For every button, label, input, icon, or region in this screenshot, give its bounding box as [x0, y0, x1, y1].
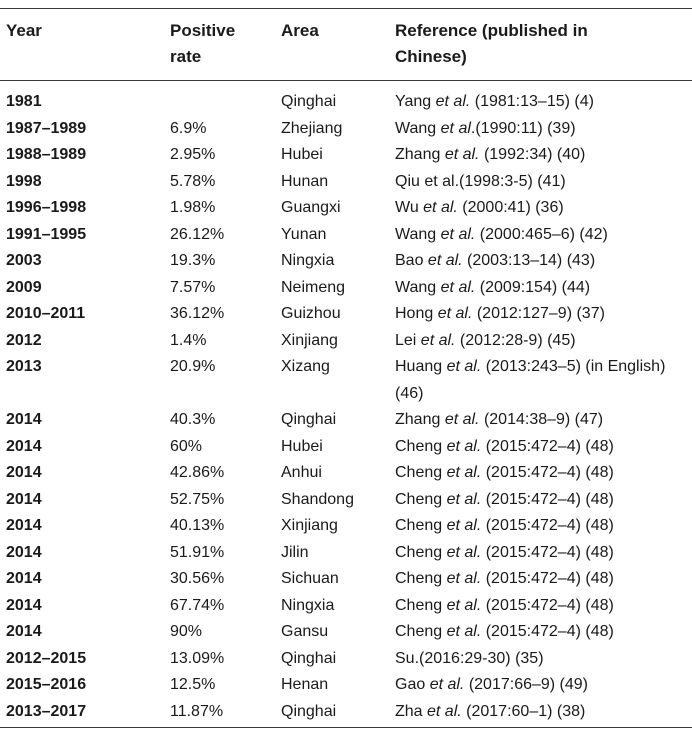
- reference-citation: (2015:472–4) (48): [481, 543, 614, 561]
- cell-area: Guangxi: [281, 199, 341, 216]
- cell-year: 2012: [6, 331, 42, 349]
- cell-year: 2012–2015: [6, 649, 87, 667]
- reference-author: Wang: [395, 225, 441, 243]
- reference-citation: (2015:472–4) (48): [481, 490, 614, 508]
- reference-et-al: et al.: [427, 702, 462, 720]
- table-row: [0, 142, 692, 169]
- reference-author: Cheng: [395, 623, 447, 640]
- cell-area: Hubei: [281, 437, 323, 455]
- reference-et-al: et al.: [446, 596, 482, 614]
- reference-author: Qiu et al.(1998:3-5) (41): [395, 172, 566, 190]
- table-row: [0, 593, 692, 620]
- cell-reference: [395, 354, 687, 407]
- cell-reference: [395, 593, 687, 620]
- reference-et-al: et al: [440, 119, 471, 137]
- cell-year: 2013: [6, 358, 42, 375]
- table-body: [0, 89, 692, 725]
- cell-reference: [395, 540, 687, 567]
- cell-positive-rate: 67.74%: [170, 596, 225, 614]
- cell-year: 2010–2011: [6, 305, 86, 322]
- cell-area: Zhejiang: [281, 119, 343, 137]
- table-row: [0, 672, 692, 699]
- cell-area: Yunan: [281, 225, 327, 243]
- table-row: [0, 407, 692, 434]
- cell-positive-rate: 12.5%: [170, 676, 216, 693]
- reference-et-al: et al.: [444, 146, 480, 163]
- cell-year: 2014: [6, 411, 42, 428]
- cell-area: Neimeng: [281, 278, 346, 296]
- reference-et-al: et al.: [446, 358, 482, 375]
- cell-positive-rate: 6.9%: [170, 119, 207, 137]
- table-row: [0, 434, 692, 461]
- cell-reference: [395, 328, 687, 355]
- table-row: [0, 222, 692, 249]
- cell-reference: [395, 646, 687, 673]
- reference-citation: (2015:472–4) (48): [481, 596, 614, 614]
- cell-positive-rate: 19.3%: [170, 252, 216, 269]
- cell-reference: [395, 301, 687, 328]
- cell-positive-rate: 52.75%: [170, 490, 225, 508]
- reference-et-al: et al.: [446, 490, 482, 508]
- reference-citation: (1981:13–15) (4): [470, 93, 594, 110]
- reference-citation: (2015:472–4) (48): [481, 437, 614, 455]
- bottom-rule: [0, 727, 692, 728]
- cell-area: Anhui: [281, 464, 322, 481]
- reference-author: Cheng: [395, 570, 447, 587]
- cell-area: Qinghai: [281, 411, 337, 428]
- table-header: [0, 18, 692, 78]
- cell-reference: [395, 513, 687, 540]
- cell-reference: [395, 169, 687, 196]
- cell-positive-rate: 36.12%: [170, 305, 225, 322]
- reference-citation: (2015:472–4) (48): [481, 464, 614, 481]
- cell-reference: [395, 89, 687, 116]
- cell-positive-rate: 5.78%: [170, 172, 216, 190]
- reference-citation: (2017:60–1) (38): [461, 702, 586, 720]
- cell-positive-rate: 42.86%: [170, 464, 225, 481]
- table-row: [0, 646, 692, 673]
- reference-author: Huang: [395, 358, 447, 375]
- reference-et-al: et al.: [420, 331, 456, 349]
- cell-year: 1996–1998: [6, 199, 87, 216]
- table-row: [0, 116, 692, 143]
- reference-author: Yang: [395, 93, 436, 110]
- reference-author: Hong: [395, 305, 438, 322]
- reference-citation: (2013:243–5) (in English) (46): [395, 358, 666, 402]
- reference-et-al: et al.: [444, 411, 480, 428]
- table-row: [0, 301, 692, 328]
- header-positive-rate: [170, 18, 275, 70]
- cell-year: 2014: [6, 543, 42, 561]
- reference-author: Wang: [395, 278, 441, 296]
- cell-year: 2013–2017: [6, 702, 87, 720]
- reference-author: Cheng: [395, 517, 447, 534]
- table-row: [0, 328, 692, 355]
- reference-citation: (2014:38–9) (47): [479, 411, 604, 428]
- reference-et-al: et al.: [440, 225, 476, 243]
- cell-reference: [395, 248, 687, 275]
- cell-reference: [395, 195, 687, 222]
- cell-year: 2014: [6, 570, 42, 587]
- cell-positive-rate: 11.87%: [170, 702, 224, 720]
- header-rate-line1: Positive: [170, 21, 236, 40]
- reference-et-al: et al.: [446, 464, 482, 481]
- cell-area: Jilin: [281, 543, 309, 561]
- reference-author: Cheng: [395, 543, 447, 561]
- cell-positive-rate: 30.56%: [170, 570, 225, 587]
- cell-year: 1987–1989: [6, 119, 87, 137]
- cell-positive-rate: 2.95%: [170, 146, 216, 163]
- cell-area: Xinjiang: [281, 331, 338, 349]
- cell-area: Qinghai: [281, 649, 337, 667]
- table-row: [0, 619, 692, 646]
- reference-et-al: et al.: [429, 676, 465, 693]
- cell-positive-rate: 51.91%: [170, 543, 225, 561]
- cell-year: 2015–2016: [6, 676, 87, 693]
- cell-area: Hubei: [281, 146, 323, 163]
- cell-year: 2014: [6, 517, 42, 534]
- table-row: [0, 275, 692, 302]
- cell-positive-rate: 20.9%: [170, 358, 216, 375]
- reference-et-al: et al.: [423, 199, 458, 216]
- cell-year: 2014: [6, 490, 42, 508]
- reference-et-al: et al.: [446, 517, 482, 534]
- table-row: [0, 566, 692, 593]
- reference-citation: (1992:34) (40): [479, 146, 586, 163]
- cell-positive-rate: 7.57%: [170, 278, 216, 296]
- cell-area: Qinghai: [281, 93, 337, 110]
- cell-reference: [395, 142, 687, 169]
- table-row: [0, 89, 692, 116]
- reference-citation: (2009:154) (44): [475, 278, 591, 296]
- cell-area: Xinjiang: [281, 517, 338, 534]
- reference-citation: (2015:472–4) (48): [481, 570, 614, 587]
- reference-citation: (2015:472–4) (48): [481, 623, 614, 640]
- header-area: Area: [281, 21, 319, 40]
- cell-year: 2014: [6, 596, 42, 614]
- table-row: [0, 195, 692, 222]
- reference-author: Wu: [395, 199, 424, 216]
- table-row: [0, 540, 692, 567]
- reference-author: Cheng: [395, 464, 447, 481]
- cell-year: 1991–1995: [6, 225, 87, 243]
- cell-reference: [395, 699, 687, 726]
- table-row: [0, 699, 692, 726]
- cell-reference: [395, 619, 687, 646]
- header-ref-line2: Chinese): [395, 47, 467, 66]
- reference-et-al: et al.: [437, 305, 473, 322]
- reference-et-al: et al.: [446, 543, 482, 561]
- cell-area: Gansu: [281, 623, 329, 640]
- reference-author: Zha: [395, 702, 428, 720]
- reference-et-al: et al.: [446, 437, 482, 455]
- reference-citation: .(1990:11) (39): [470, 119, 576, 137]
- cell-positive-rate: 40.13%: [170, 517, 225, 534]
- reference-author: Lei: [395, 331, 421, 349]
- reference-et-al: et al.: [427, 252, 463, 269]
- reference-et-al: et al.: [435, 93, 471, 110]
- reference-citation: (2000:41) (36): [457, 199, 564, 216]
- header-ref-line1: Reference (published in: [395, 21, 588, 40]
- reference-author: Gao: [395, 676, 430, 693]
- cell-reference: [395, 116, 687, 143]
- cell-positive-rate: 60%: [170, 437, 203, 455]
- reference-citation: (2015:472–4) (48): [481, 517, 614, 534]
- reference-author: Bao: [395, 252, 428, 269]
- cell-year: 2014: [6, 464, 42, 481]
- cell-area: Qinghai: [281, 702, 337, 720]
- header-year: Year: [6, 21, 42, 40]
- cell-area: Hunan: [281, 172, 329, 190]
- top-rule: [0, 8, 692, 9]
- cell-area: Guizhou: [281, 305, 341, 322]
- table-row: [0, 487, 692, 514]
- reference-citation: (2003:13–14) (43): [462, 252, 596, 269]
- reference-author: Cheng: [395, 596, 447, 614]
- cell-reference: [395, 566, 687, 593]
- header-rate-line2: rate: [170, 47, 202, 66]
- reference-et-al: et al.: [446, 623, 482, 640]
- cell-area: Shandong: [281, 490, 354, 508]
- table-row: [0, 248, 692, 275]
- cell-area: Xizang: [281, 358, 330, 375]
- reference-citation: (2012:127–9) (37): [472, 305, 605, 322]
- cell-reference: [395, 222, 687, 249]
- reference-citation: (2017:66–9) (49): [464, 676, 589, 693]
- cell-year: 1981: [6, 93, 42, 110]
- cell-area: Ningxia: [281, 596, 335, 614]
- reference-citation: (2012:28-9) (45): [455, 331, 576, 349]
- reference-citation: (2000:465–6) (42): [475, 225, 608, 243]
- cell-positive-rate: 1.98%: [170, 199, 216, 216]
- cell-positive-rate: 1.4%: [170, 331, 207, 349]
- cell-reference: [395, 434, 687, 461]
- reference-author: Su.(2016:29-30) (35): [395, 649, 544, 667]
- cell-year: 2009: [6, 278, 42, 296]
- cell-positive-rate: 13.09%: [170, 649, 225, 667]
- cell-area: Ningxia: [281, 252, 335, 269]
- cell-reference: [395, 487, 687, 514]
- cell-year: 1998: [6, 172, 42, 190]
- cell-positive-rate: 90%: [170, 623, 203, 640]
- cell-year: 2014: [6, 623, 42, 640]
- reference-et-al: et al.: [440, 278, 476, 296]
- table-row: [0, 513, 692, 540]
- cell-reference: [395, 672, 687, 699]
- cell-reference: [395, 407, 687, 434]
- header-reference: [395, 18, 687, 70]
- reference-author: Wang: [395, 119, 441, 137]
- cell-year: 1988–1989: [6, 146, 87, 163]
- reference-et-al: et al.: [446, 570, 482, 587]
- table-row: [0, 354, 692, 407]
- cell-year: 2014: [6, 437, 42, 455]
- reference-author: Zhang: [395, 146, 445, 163]
- reference-author: Zhang: [395, 411, 445, 428]
- cell-positive-rate: 26.12%: [170, 225, 225, 243]
- cell-area: Sichuan: [281, 570, 339, 587]
- cell-year: 2003: [6, 252, 42, 269]
- cell-area: Henan: [281, 676, 329, 693]
- table-row: [0, 169, 692, 196]
- cell-positive-rate: 40.3%: [170, 411, 216, 428]
- reference-author: Cheng: [395, 490, 447, 508]
- table-row: [0, 460, 692, 487]
- reference-author: Cheng: [395, 437, 447, 455]
- cell-reference: [395, 275, 687, 302]
- header-rule: [0, 80, 692, 81]
- cell-reference: [395, 460, 687, 487]
